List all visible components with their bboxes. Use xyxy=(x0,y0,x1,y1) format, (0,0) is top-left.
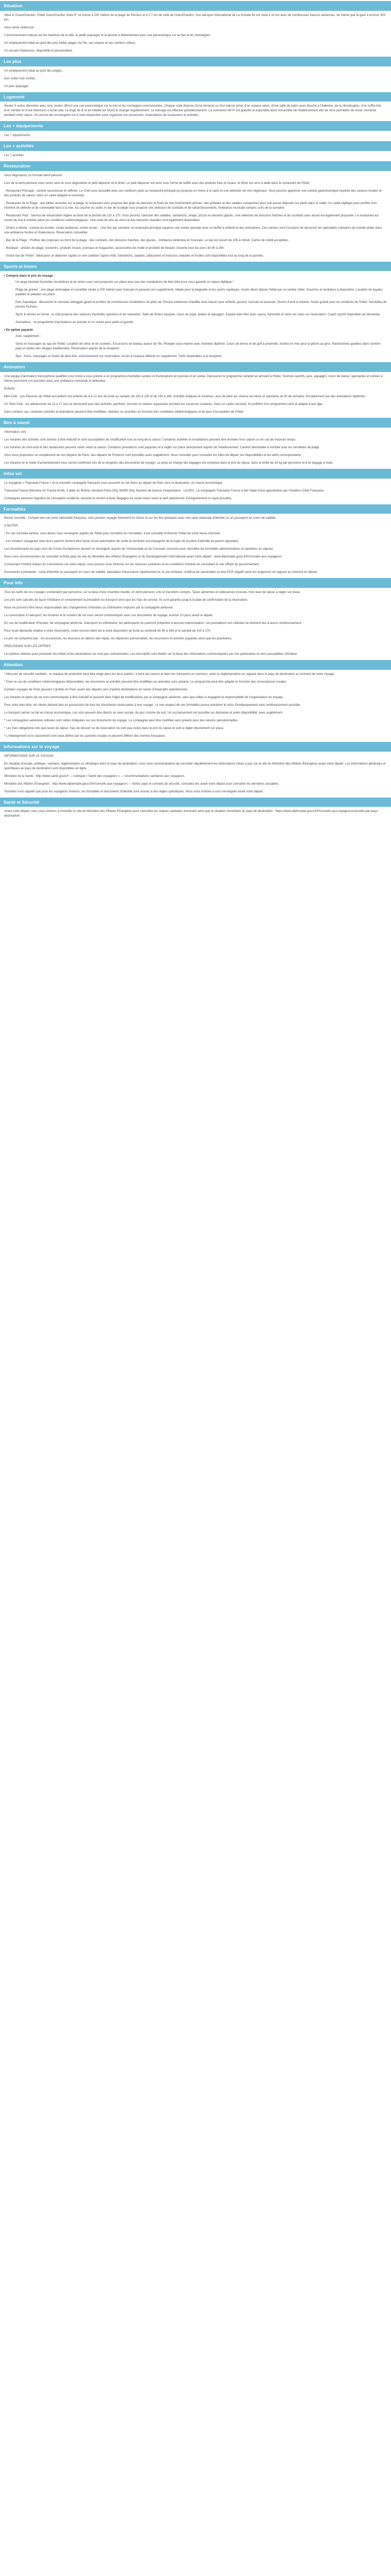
bullet-paragraph: Sport & remise en forme : le club propose des séances d'activités sportives et de relaxation. Salle de fitness équipée, cours de yoga, pilates et aquagym. Espace bien-être avec sauna, hammam et soins du corps sur réservation. Coach sportif disponible sur demande. xyxy=(15,313,381,317)
section-header: Formalités xyxy=(0,504,391,514)
section-paragraph: - Restaurant Pool : Service de restauration légère au bord de la piscine de 12h à 17h. Vous pourrez savourer des salades, sandwichs, wraps, pizzas et desserts glacés. Une sélection de boissons fraîches et de cocktails sans alcool est également proposée. Le restaurant est ouvert de mai à octobre selon les conditions météorologiques. Une carte de vins au verre et des boissons chaudes sont également disponibles. xyxy=(4,214,379,222)
page xyxy=(0,0,391,832)
section-paragraph: - Boutique : articles de plage, souvenirs, produits locaux, journaux et magazines, accessoires de mode et produits de beauté. Ouverte tous les jours de 9h à 20h. xyxy=(4,246,225,250)
bullet-heading xyxy=(4,274,387,279)
section-body xyxy=(0,672,391,739)
section-paragraph: Situé à l'Ouest/Gardon, l'hôtel Ouest/Gardon Suite 5* se trouve à 200 mètres de la plage de Perriers et à 2,7 km de celle de Ouest/Gardon. Son aéroport international de La Grande-Île est situé à 10 km avec de nombreuses liaisons aériennes, de même que la gare à environ 300 km. xyxy=(4,13,386,22)
section-paragraph: * Les frais obligatoires tels que taxes de séjour, frais de dossier ou de réservation ne sont pas inclus dans le prix du séjour et sont à régler directement sur place. xyxy=(4,726,224,730)
section-paragraph: Pour toute demande relative à votre réservation, notre service client est à votre disposition du lundi au vendredi de 9h à 19h et le samedi de 10h à 17h. xyxy=(4,630,211,633)
section-body xyxy=(0,516,391,575)
section-body xyxy=(0,809,391,819)
section-paragraph: PRECISIONS SUR LES OFFRES xyxy=(4,645,51,648)
section-paragraph: Concernant l'Institut Impact du Coronavirus sur votre séjour, vous pouvez vous informer sur les mesures sanitaires et les conditions d'entrée en consultant le site officiel du gouvernement. xyxy=(4,563,260,567)
section-paragraph: Une équipe d'animation francophone qualifiée vous invite à vous joindre à un programme d'activités variées et d'animations en journée et en soirée. Découvrez le programme complet en arrivant à l'hôtel. Tournois sportifs, jeux, aquagym, cours de danse, spectacles et soirées à thème ponctuent vos journées dans une ambiance conviviale et détendue. xyxy=(4,375,383,383)
section-paragraph: Les + activités xyxy=(4,154,24,157)
section-header: Logement xyxy=(0,92,391,102)
section-paragraph: INFORMATIONS SUR LE VOYAGE xyxy=(4,754,54,758)
section-paragraph: * L'hébergement et le classement sont ceux définis par les autorités locales et peuvent différer des normes françaises. xyxy=(4,734,166,738)
section-body xyxy=(0,590,391,657)
bullet-heading-text: Compris dans le prix du voyage : xyxy=(6,275,55,278)
section-paragraph: Bonne nouvelle : Compte tenu de votre nationalité française, vous pouvez voyager librement en Grèce et sur les îles grecques avec une carte nationale d'identité ou un passeport en cours de validité. xyxy=(4,517,276,520)
bullet-paragraph: Parc Aquatique : découvrez le nouveau toboggan géant et profitez de nombreuses installations de plein air. Piscine extérieure chauffée avec bassin pour enfants, jacuzzi, transats et parasols. Ouvert d'avril à octobre. Accès gratuit pour les résidents de l'hôtel. Serviettes de piscine fournies. xyxy=(15,301,387,309)
section-paragraph: Les horaires et le mode d'acheminement vous seront confirmés lors de la réception des documents de voyage. La prise en charge des bagages est comprise dans le prix du séjour, dans la limite de 20 kg par personne et d'un bagage à main. xyxy=(4,461,334,465)
section-paragraph: Mini-Club : Les Pieuvres de l'hôtel accueillent vos enfants de 4 à 12 ans du lundi au samedi, de 10h à 12h et de 15h à 18h. Activités ludiques et créatives, jeux de plein air, chasse au trésor et spectacle de fin de semaine. Encadrement par des animateurs diplômés. xyxy=(4,395,366,398)
section-paragraph: Transavia France (Membre Air France-KLM), 3 allée du Bréhat, Aéroport Paris-Orly, 94390 Orly. Numéro de licence d'exploitation : 12/2001. La compagnie Transavia France a fait l'objet d'une approbation par l'Aviation Civile Française. xyxy=(4,489,325,493)
section-paragraph: - Dîners à thème : cuisine du monde, soirée barbecue, soirée locale... Une fois par semaine, le restaurant principal organise une soirée spéciale avec un buffet à volonté et des animations. Ces soirées sont l'occasion de découvrir les spécialités culinaires du monde entier dans une ambiance festive et chaleureuse. Réservation conseillée. xyxy=(4,226,382,234)
section-paragraph: L'environnement naturel sur les hauteurs de la ville, le jardin paysager et la piscine à débordement avec vue panoramique sur la mer et les montagnes. xyxy=(4,33,211,37)
section-paragraph: Les + équipements xyxy=(4,134,30,137)
section-header: Les plus xyxy=(0,57,391,66)
section-paragraph: Un Teen Club : les adolescents de 13 à 17 ans se retrouvent pour des activités sportives, tournois et soirées organisées pendant les vacances scolaires. Dans un cadre sécurisé, ils profitent d'un programme varié et adapté à leur âge. xyxy=(4,403,323,406)
section-header: Les + équipements xyxy=(0,121,391,131)
section-paragraph: Lors de la demi-pension vous serez servi et vous dégusterez le petit déjeuner et le dîner. Le petit déjeuner est servi sous forme de buffet avec des produits frais et locaux, le dîner est servi à table dans le restaurant de l'hôtel. xyxy=(4,181,311,185)
section-paragraph: Dans certains cas, certaines activités et animations peuvent être modifiées, réduites ou annulées en fonction des conditions météorologiques et du taux d'occupation de l'hôtel. xyxy=(4,411,244,414)
section-header: Situation xyxy=(0,1,391,11)
section-paragraph: - Restaurant Principal : cuisine savoureuse et raffinée. Le Chef vous accueille avec ses meilleurs plats au restaurant principal qui propose un menu à la carte et une sélection de vins régionaux. Vous pourrez apprécier une cuisine gastronomique inspirée des saveurs locales et des produits de saison, dans un cadre élégant et convivial. xyxy=(4,189,382,197)
section-header: Infos vol xyxy=(0,469,391,479)
section-paragraph: Un emplacement idéal au pied des plages, xyxy=(4,69,63,73)
section-paragraph: Un accueil chaleureux, disponible et personnalisé. xyxy=(4,49,73,53)
section-header: Les + activités xyxy=(0,141,391,151)
section-paragraph: Le transport aérien se fait en classe économique. Les vols peuvent être directs ou avec escale, de jour comme de nuit. Un surclassement est possible sur demande et selon disponibilité, avec supplément. xyxy=(4,711,283,715)
section-paragraph: Vous vous proposons ce complément de nos départs de Paris, des départs de Province sont possibles avec supplément. Nous consulter pour connaître les villes de départ, les disponibilités et les tarifs correspondants. xyxy=(4,453,302,457)
section-paragraph: Nous vous recommandons de consulter la fiche pays du site du Ministère des Affaires Étrangères et du Développement International avant votre départ : www.diplomatie.gouv.fr/fr/conseils-aux-voyageurs. xyxy=(4,555,283,559)
section-paragraph: Un parc paysager. xyxy=(4,84,29,88)
section-paragraph: Information voix : xyxy=(4,430,28,434)
bullet-paragraph: Avec supplément : xyxy=(15,335,41,338)
section-body xyxy=(0,13,391,54)
section-paragraph: * Mesures de sécurité sanitaire : le masque de protection peut être exigé dans les lieux publics, à bord des avions et dans les transports en commun, selon la réglementation en vigueur dans le pays de destination au moment de votre voyage. xyxy=(4,672,335,676)
section-paragraph: Les horaires des activités sont donnés à titre indicatif et sont susceptibles de modification tout au long de la saison. Certaines activités et installations peuvent être fermées hors saison ou en cas de mauvais temps. xyxy=(4,438,297,442)
section-body xyxy=(0,375,391,415)
section-paragraph: Ministère des Affaires Étrangères : http://www.diplomatie.gouv.fr/fr/conseils-aux-voyageurs — fiches pays et conseils de sécurité, consultez-les avant votre départ pour connaître les dernières actualités. xyxy=(4,782,280,786)
section-header: Santé et Sécurité xyxy=(0,798,391,807)
section-paragraph: Compagnie aérienne régulière de conception moderne, sécurité et confort à bord. Bagages en soute inclus selon le tarif sélectionné. Enregistrement en ligne possible. xyxy=(4,497,232,500)
section-paragraph: - En cas d'arrivée tardive, vous devez vous renseigner auprès de l'hôtel pour connaître les formalités. Il est conseillé d'informer l'hôtel de votre heure d'arrivée. xyxy=(4,532,221,536)
section-paragraph: Documents à présenter : carte d'identité ou passeport en cours de validité, attestation d'assurance rapatriement et, le cas échéant, certificat de vaccination ou test PCR négatif selon les exigences en vigueur au moment du départ. xyxy=(4,571,318,574)
section-paragraph: Les ressortissants de pays hors de l'Union Européenne doivent se renseigner auprès de l'Ambassade ou du Consulat concerné pour connaître les formalités administratives et sanitaires en vigueur. xyxy=(4,548,274,551)
bullet-icon: • xyxy=(4,329,6,332)
section-paragraph: Vous serez séduit par : xyxy=(4,26,36,29)
section-paragraph: - Restaurant de la Plage : aux tables ouvertes sur la plage, le restaurant vous propose des plats de poissons et fruits de mer fraîchement pêchés, des grillades et des salades composées pour une pause déjeuner les pieds dans le sable. Un cadre idyllique pour profiter d'un moment de détente et de convivialité face à la mer. Au coucher du soleil, le bar de la plage vous propose une sélection de cocktails et de rafraîchissements. Ambiance musicale certains soirs de la semaine. xyxy=(4,201,377,210)
section-body xyxy=(0,104,391,118)
bullet-paragraph: Animations : un programme d'animations en journée et en soirée pour petits et grands. xyxy=(15,321,134,325)
section-paragraph: Les horaires et plans de vol sont communiqués à titre indicatif et peuvent faire l'objet de modifications par la compagnie aérienne, sans que celles-ci engagent la responsabilité de l'organisateur du voyage. xyxy=(4,696,284,699)
bullet-heading-text: En option payante xyxy=(6,329,33,332)
section-header: Animation xyxy=(0,362,391,372)
bullet-paragraph: Un large éventail d'activités récréatives et de loisirs vous sont proposés sur place ainsi que des installations de bien-être pour vous garantir un séjour idyllique ! xyxy=(15,281,234,284)
section-body xyxy=(0,754,391,794)
section-paragraph: Un emplacement idéal au pied des plus belles plages de l'île, ses criques et ses sentiers côtiers. xyxy=(4,41,136,45)
section-paragraph: Certains voyages de Paris peuvent s'arrêter en Paris avant des départs vers d'autres destinations en raison d'impératifs opérationnels. xyxy=(4,688,188,691)
section-paragraph: Les prix sont calculés de façon forfaitaire et comprennent la prestation du transport ainsi que les frais de service. Ils sont garantis jusqu'à la date de confirmation de la réservation. xyxy=(4,599,249,602)
section-paragraph: Vous dégusterez un formule demi-pension. xyxy=(4,174,63,177)
bullet-heading xyxy=(4,328,387,333)
section-body xyxy=(0,430,391,466)
section-paragraph: - Bar de la Plage : Profitez des tropicaux au bord de la plage : des cocktails, des boissons fraîches, des glaces... Ambiance détendue et musicale. Le bar est ouvert de 10h à minuit. Cartes de crédit acceptées. xyxy=(4,239,289,242)
section-paragraph: * Les compagnies aériennes utilisées sont celles indiquées sur vos documents de voyage. La compagnie peut être modifiée sans préavis pour des raisons opérationnelles. xyxy=(4,719,238,722)
section-paragraph: Pour votre bien-être, les clients doivent être en possession de tous les documents nécessaires à leur voyage. Le non-respect de ces formalités pourra entraîner le refus d'embarquement sans remboursement possible. xyxy=(4,703,301,707)
section-paragraph: En cas de modification d'horaire, de compagnie aérienne, d'aéroport ou d'itinéraire, les participants ne pourront prétendre à aucune indemnisation. Les prestations non utilisées ne donnent lieu à aucun remboursement. xyxy=(4,622,302,625)
section-header: Attention xyxy=(0,660,391,670)
section-paragraph: En situation d'escale, politique, sanitaire, réglementaire ou climatique dans le pays de destination, nous vous recommandons de consulter régulièrement les informations mises à jour sur le site du Ministère des Affaires Étrangères avant votre départ. Les informations générales et spécifiques au pays de destination sont disponibles en ligne. xyxy=(4,762,386,770)
section-paragraph: Avant votre départ, nous vous invitons à consulter le site du Ministère des Affaires Étrangères pour connaître les risques sanitaires éventuels ainsi que la situation sécuritaire du pays de destination : https://www.diplomatie.gouv.fr/fr/conseils-aux-voyageurs/conseils-par-pays-destination/ xyxy=(4,810,379,818)
section-paragraph: Les horaires du mini-club et des restaurants peuvent varier selon la saison. Certaines prestations sont payantes et à régler sur place directement auprès de l'établissement. Caution demandée à l'arrivée pour les serviettes de plage. xyxy=(4,446,320,449)
section-paragraph: Les photos utilisées pour présenter les hôtels et les destinations ne sont pas contractuelles. Les descriptifs sont établis sur la base des informations communiquées par nos partenaires et sont susceptibles d'évoluer. xyxy=(4,653,298,656)
section-body xyxy=(0,274,391,359)
section-body xyxy=(0,154,391,158)
section-body xyxy=(0,133,391,138)
section-paragraph: Seules 5 suites décorées avec soin, toutes offrent une vue panoramique sur la mer et les montagnes environnantes. Chaque suite dispose d'une terrasse ou d'un balcon privé, d'un espace salon, d'une salle de bains avec douche à l'italienne, de la climatisation, d'un coffre-fort, d'un minibar et d'une télévision à écran plat. Le linge de lit et de toilette est fourni et changé régulièrement. Le ménage est effectué quotidiennement. La connexion Wi-Fi est gratuite et disponible dans l'ensemble de l'établissement afin de vous permettre de rester connecté pendant votre séjour. Un service de conciergerie est à votre disposition pour organiser vos excursions, réservations de restaurants et activités. xyxy=(4,105,382,117)
section-header: Bon à savoir xyxy=(0,418,391,428)
section-paragraph: A NOTER : xyxy=(4,524,20,528)
section-paragraph: Ministère de la Santé : http://www.sante.gouv.fr — rubrique « Santé des voyageurs » — recommandations sanitaires aux voyageurs. xyxy=(4,774,186,778)
section-body xyxy=(0,174,391,259)
section-paragraph: La convocation à l'aéroport, les horaires et le numéro de vol vous seront communiqués avec vos documents de voyage, environ 10 jours avant le départ. xyxy=(4,614,214,617)
section-paragraph: Nous ne pouvons être tenus responsables des changements d'horaires ou d'itinéraires imposés par la compagnie aérienne. xyxy=(4,606,174,609)
section-paragraph: Des suites tout confort, xyxy=(4,77,36,80)
section-header: Informations sur le voyage xyxy=(0,742,391,752)
section-header: Sports et loisirs xyxy=(0,262,391,272)
section-paragraph: Le prix ne comprend pas : les assurances, les boissons en dehors des repas, les dépenses personnelles, les excursions et activités payantes ainsi que les pourboires. xyxy=(4,637,233,640)
section-paragraph: Tous les tarifs de nos voyages s'entendent par personne, sur la base d'une chambre double, en demi-pension, vols et transferts compris. Taxes aériennes et redevances incluses, hors taxe de séjour à régler sur place. xyxy=(4,591,301,594)
section-paragraph: - Les mineurs voyageant sans leurs parents doivent être munis d'une autorisation de sortie du territoire accompagnée de la copie de la pièce d'identité du parent signataire. xyxy=(4,540,239,544)
bullet-paragraph: Plage de gravier : une plage aménagée et surveillée située à 200 mètres avec transats et parasols (en supplément). Idéale pour la baignade et les sports nautiques. Accès direct depuis l'hôtel par un sentier côtier. Douches et vestiaires à disposition. Location de kayaks, paddles et pédalos sur place. xyxy=(15,289,383,297)
section-header: Pour info xyxy=(0,578,391,588)
section-paragraph: Le voyagiste « Transavia France » et la nouvelle compagnie française vous assurent un vol direct au départ de Paris vers la destination, en classe économique. xyxy=(4,481,223,485)
bullet-paragraph: Spa : Soins, massages et rituels de bien-être, exclusivement sur réservation. Accès à l'espace détente en supplément. Tarifs disponibles à la réception. xyxy=(15,355,223,359)
bullet-icon: • xyxy=(4,275,6,278)
bullet-paragraph: Soins et massages au spa de l'hôtel. Location de vélos et de scooters. Excursions en bateau autour de l'île. Plongée sous-marine avec moniteur diplômé. Cours de tennis et de golf à proximité. Sorties en mer pour la pêche au gros. Randonnées guidées dans l'arrière-pays et visites des villages traditionnels. Réservation auprès de la réception. xyxy=(15,343,381,351)
section-paragraph: * Dans le cas de conditions météorologiques défavorables, les excursions et activités peuvent être modifiées ou annulées sans préavis. Le programme peut être adapté en fonction des circonstances locales. xyxy=(4,680,287,684)
section-paragraph: Enfants : xyxy=(4,387,17,391)
section-header: Restauration xyxy=(0,161,391,171)
section-body xyxy=(0,69,391,89)
section-body xyxy=(0,481,391,501)
section-paragraph: - Snack bar de l'Hôtel : Idéal pour un déjeuner rapide ou une collation l'après-midi. Sandwichs, salades, pâtisseries et boissons chaudes et froides sont disponibles tout au long de la journée. xyxy=(4,254,264,258)
section-paragraph: Touristes il est rappelé que pour les voyageurs mineurs, les formalités et documents d'identité sont soumis à des règles spécifiques. Nous vous invitons à vous renseigner avant votre départ. xyxy=(4,790,264,793)
